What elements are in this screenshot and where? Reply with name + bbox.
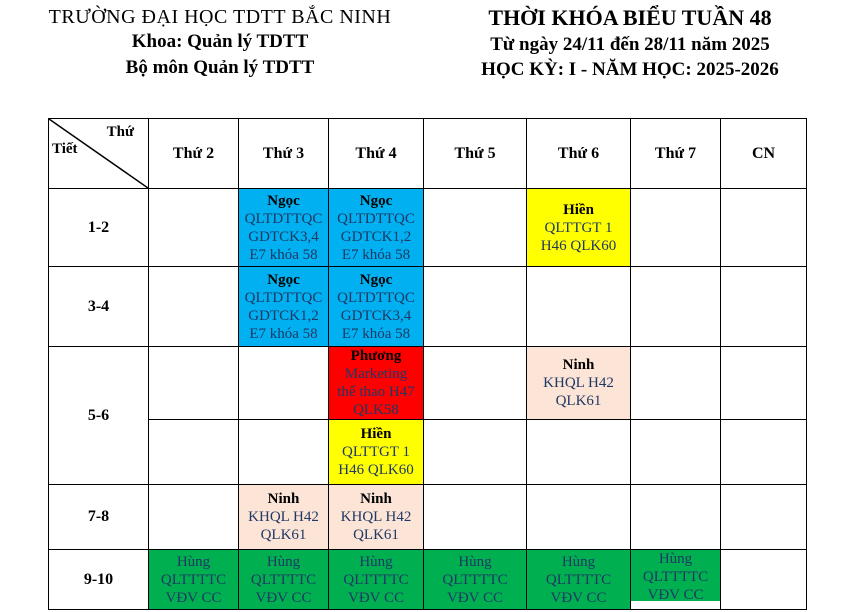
schedule-cell-empty: [239, 420, 329, 485]
cell-line: QLTTTTC: [250, 571, 317, 588]
period-row-5-6-lower: [49, 420, 807, 485]
cell-line: QLK61: [260, 527, 307, 543]
schedule-cell-empty: [424, 347, 527, 420]
schedule-cell-empty: [239, 347, 329, 420]
day-header-fri: Thứ 6: [527, 119, 631, 189]
schedule-cell: [239, 485, 329, 550]
schedule-cell-empty: [721, 267, 807, 347]
period-label: 9-10: [49, 550, 149, 610]
period-row-7-8: [49, 485, 807, 550]
cell-line: VĐV CC: [165, 589, 222, 606]
schedule-cell: [424, 550, 527, 610]
schedule-cell: [239, 550, 329, 610]
cell-line: E7 khóa 58: [341, 246, 411, 263]
cell-line: QLTTTTC: [442, 571, 508, 588]
day-header-tue: Thứ 3: [239, 119, 329, 189]
schedule-cell: [527, 550, 631, 610]
day-header-row: [49, 119, 807, 189]
teacher-name: Ngọc: [267, 192, 300, 209]
cell-line: QLK61: [353, 527, 399, 543]
schedule-cell-empty: [424, 420, 527, 485]
schedule-cell-empty: [149, 420, 239, 485]
cell-line: QLK61: [555, 393, 602, 409]
schedule-cell-empty: [631, 420, 721, 485]
teacher-name: Hùng: [266, 553, 301, 570]
cell-line: VĐV CC: [255, 589, 312, 606]
schedule-cell-empty: [149, 189, 239, 267]
corner-label-period: Tiết: [52, 141, 78, 157]
schedule-cell-empty: [424, 267, 527, 347]
school-name: TRƯỜNG ĐẠI HỌC TDTT BẮC NINH: [48, 6, 392, 28]
teacher-name: Ngọc: [359, 192, 393, 209]
schedule-cell: [527, 189, 631, 267]
schedule-cell: [239, 267, 329, 347]
period-row-9-10: [49, 550, 807, 610]
schedule-title-block: [445, 4, 815, 82]
schedule-cell-empty: [527, 267, 631, 347]
cell-line: QLTTTTC: [343, 571, 409, 588]
schedule-cell-empty: [149, 347, 239, 420]
cell-line: QLTTGT 1: [544, 219, 613, 236]
teacher-name: Hùng: [561, 553, 596, 570]
teacher-name: Ninh: [562, 357, 595, 373]
period-label: 5-6: [49, 347, 149, 485]
cell-line: QLTTGT 1: [342, 444, 410, 460]
teacher-name: Ngọc: [359, 271, 393, 288]
cell-line: QLTDTTQC: [244, 210, 323, 227]
cell-line: H46 QLK60: [540, 237, 617, 254]
schedule-cell-empty: [721, 189, 807, 267]
semester-year: HỌC KỲ: I - NĂM HỌC: 2025-2026: [481, 59, 779, 80]
teacher-name: Ninh: [267, 491, 300, 507]
teacher-name: Phương: [350, 348, 402, 364]
schedule-cell-empty: [721, 485, 807, 550]
schedule-cell: [149, 550, 239, 610]
schedule-cell: [527, 347, 631, 420]
teacher-name: Hùng: [458, 553, 492, 570]
cell-line: GDTCK1,2: [248, 307, 319, 324]
teacher-name: Hùng: [658, 551, 693, 567]
teacher-name: Hiền: [563, 201, 594, 218]
day-header-sat: Thứ 7: [631, 119, 721, 189]
cell-line: H46 QLK60: [338, 462, 414, 478]
corner-label-day: Thứ: [106, 124, 134, 140]
cell-line: thể thao H47: [337, 384, 415, 400]
schedule-cell: [239, 189, 329, 267]
schedule-cell: [631, 550, 721, 610]
schedule-cell-empty: [631, 267, 721, 347]
cell-line: VĐV CC: [348, 589, 404, 606]
cell-line: KHQL H42: [543, 375, 614, 391]
schedule-date-range: Từ ngày 24/11 đến 28/11 năm 2025: [490, 34, 770, 55]
cell-line: GDTCK1,2: [340, 228, 412, 245]
schedule-cell: [329, 485, 424, 550]
day-header-mon: Thứ 2: [149, 119, 239, 189]
day-header-sun: CN: [721, 119, 807, 189]
schedule-cell: [329, 550, 424, 610]
cell-line: QLTDTTQC: [337, 289, 415, 306]
cell-line: GDTCK3,4: [248, 228, 319, 245]
schedule-cell-empty: [149, 267, 239, 347]
cell-line: E7 khóa 58: [249, 246, 318, 263]
schedule-cell-empty: [721, 347, 807, 420]
period-label: 3-4: [49, 267, 149, 347]
schedule-cell: [329, 347, 424, 420]
teacher-name: Ngọc: [267, 271, 300, 288]
teacher-name: Ninh: [360, 491, 392, 507]
period-row-3-4: [49, 267, 807, 347]
green-block-offset: [631, 550, 720, 601]
schedule-cell: [329, 267, 424, 347]
teacher-name: Hùng: [359, 553, 393, 570]
period-label: 7-8: [49, 485, 149, 550]
schedule-cell-empty: [631, 189, 721, 267]
cell-line: QLTTTTC: [642, 569, 709, 585]
schedule-cell-empty: [631, 485, 721, 550]
schedule-cell-empty: [721, 550, 807, 610]
schedule-title: THỜI KHÓA BIỂU TUẦN 48: [488, 5, 772, 30]
cell-line: KHQL H42: [248, 509, 319, 525]
teacher-name: Hiền: [360, 426, 392, 442]
cell-line: E7 khóa 58: [249, 325, 318, 342]
timetable: [48, 118, 807, 610]
schedule-cell-empty: [424, 485, 527, 550]
cell-line: QLTDTTQC: [244, 289, 323, 306]
schedule-cell-empty: [721, 420, 807, 485]
cell-line: KHQL H42: [340, 509, 412, 525]
schedule-cell-empty: [149, 485, 239, 550]
period-label: 1-2: [49, 189, 149, 267]
school-header: [20, 6, 420, 81]
cell-line: GDTCK3,4: [340, 307, 412, 324]
cell-line: VĐV CC: [647, 587, 704, 603]
corner-cell: [49, 119, 149, 189]
department-name: Bộ môn Quản lý TDTT: [125, 57, 315, 78]
cell-line: QLK58: [353, 402, 399, 418]
period-row-5-6-upper: [49, 347, 807, 420]
period-row-1-2: [49, 189, 807, 267]
schedule-cell-empty: [527, 485, 631, 550]
cell-line: E7 khóa 58: [341, 325, 411, 342]
day-header-thu: Thứ 5: [424, 119, 527, 189]
teacher-name: Hùng: [176, 553, 211, 570]
schedule-cell-empty: [527, 420, 631, 485]
day-header-wed: Thứ 4: [329, 119, 424, 189]
cell-line: VĐV CC: [550, 589, 607, 606]
faculty-name: Khoa: Quản lý TDTT: [131, 31, 309, 52]
cell-line: VĐV CC: [447, 589, 503, 606]
cell-line: QLTDTTQC: [337, 210, 415, 227]
cell-line: Marketing: [344, 366, 408, 382]
cell-line: QLTTTTC: [545, 571, 612, 588]
cell-line: QLTTTTC: [160, 571, 227, 588]
schedule-cell-empty: [631, 347, 721, 420]
schedule-cell-empty: [424, 189, 527, 267]
schedule-cell: [329, 189, 424, 267]
schedule-cell: [329, 420, 424, 485]
